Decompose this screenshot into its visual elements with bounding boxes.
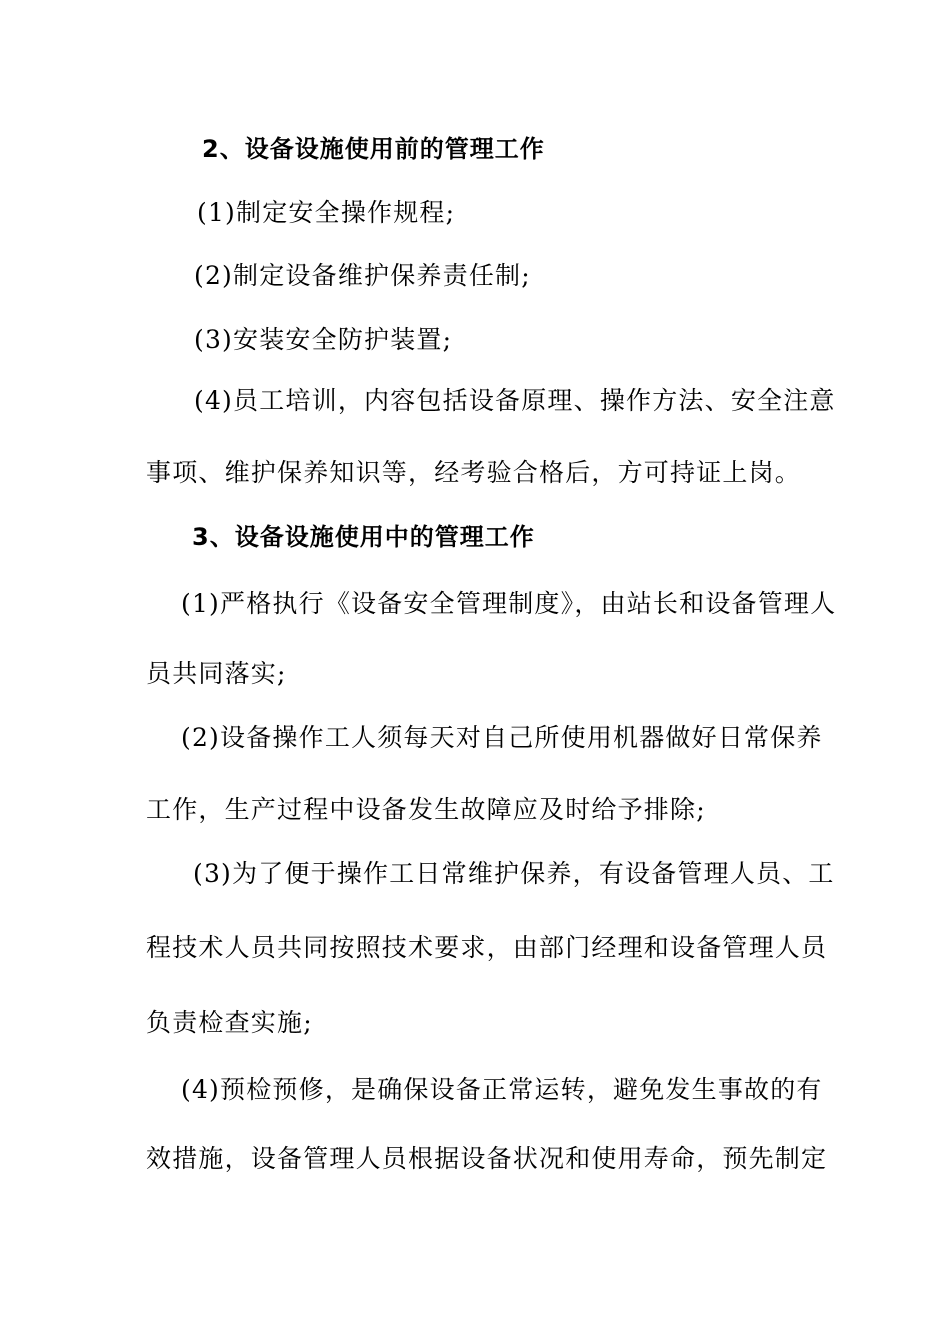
- paragraph-line: (3)为了便于操作工日常维护保养，有设备管理人员、工: [193, 859, 835, 888]
- paragraph-line: 程技术人员共同按照技术要求，由部门经理和设备管理人员: [146, 933, 828, 962]
- paragraph-line: (2)设备操作工人须每天对自己所使用机器做好日常保养: [181, 723, 823, 752]
- paragraph-line: (2)制定设备维护保养责任制;: [194, 261, 531, 290]
- paragraph-line: 效措施，设备管理人员根据设备状况和使用寿命，预先制定: [146, 1144, 828, 1173]
- paragraph-line: (1)严格执行《设备安全管理制度》，由站长和设备管理人: [181, 589, 837, 618]
- paragraph-line: (3)安装安全防护装置;: [194, 325, 453, 354]
- paragraph-line: 负责检查实施;: [146, 1008, 313, 1037]
- paragraph-line: 员共同落实;: [146, 659, 287, 688]
- section-heading-3: 3、设备设施使用中的管理工作: [192, 523, 535, 551]
- paragraph-line: (4)预检预修，是确保设备正常运转，避免发生事故的有: [181, 1075, 823, 1104]
- section-heading-2: 2、设备设施使用前的管理工作: [202, 135, 545, 163]
- paragraph-line: 工作，生产过程中设备发生故障应及时给予排除;: [146, 795, 706, 824]
- paragraph-line: (1)制定安全操作规程;: [197, 198, 456, 227]
- paragraph-line: 事项、维护保养知识等，经考验合格后，方可持证上岗。: [146, 458, 802, 487]
- paragraph-line: (4)员工培训，内容包括设备原理、操作方法、安全注意: [194, 386, 836, 415]
